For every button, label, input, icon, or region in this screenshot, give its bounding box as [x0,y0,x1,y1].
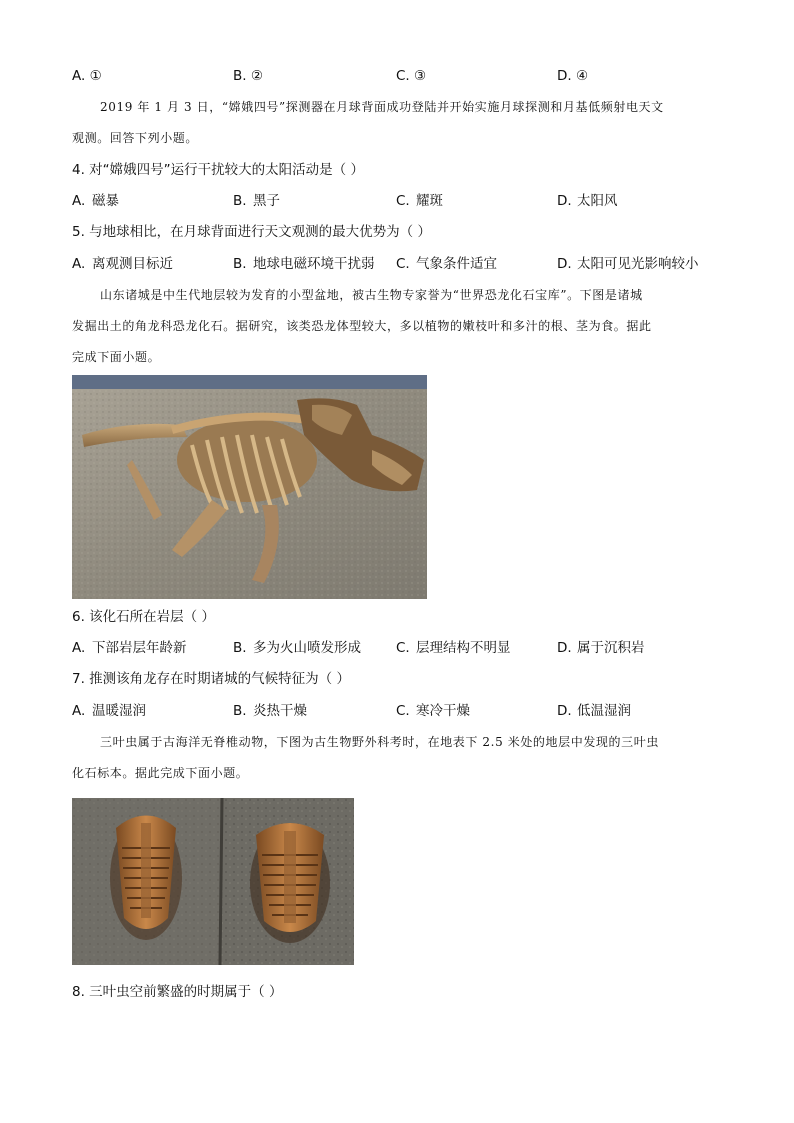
passage2-line3: 完成下面小题。 [72,350,161,364]
q8-stem: 8. 三叶虫空前繁盛的时期属于（ ） [72,984,283,1000]
passage3-line1: 三叶虫属于古海洋无脊椎动物，下图为古生物野外科考时，在地表下 2.5 米处的地层中发现的三叶虫 [100,735,659,749]
q4-option-d-text: 太阳风 [577,193,618,209]
dinosaur-fossil-photo [72,375,427,599]
trilobite-fossil-photo [72,798,354,965]
passage2-line1: 山东诸城是中生代地层较为发育的小型盆地，被古生物专家誉为“世界恐龙化石宝库”。下图是诸城 [100,288,643,302]
q5-option-d-text: 太阳可见光影响较小 [577,256,699,272]
q4-option-b-text: 黑子 [253,193,280,209]
q6-option-b [233,638,361,658]
q5-option-b-text: 地球电磁环境干扰弱 [253,256,375,272]
q7-option-b-key: B. [233,703,247,719]
q5-option-c-text: 气象条件适宜 [416,256,497,272]
q5-option-a-key: A. [72,256,86,272]
q6-option-d [557,638,645,658]
q5-option-b-key: B. [233,256,247,272]
q5-option-a [72,254,173,274]
q6-option-d-text: 属于沉积岩 [577,640,645,656]
q4-option-d-key: D. [557,193,572,209]
q6-option-c-key: C. [396,640,410,656]
q7-option-a-text: 温暖湿润 [92,703,146,719]
q7-option-d [557,701,631,721]
q4-option-a-text: 磁暴 [92,193,119,209]
q6-option-b-key: B. [233,640,247,656]
q7-option-d-text: 低温湿润 [577,703,631,719]
q4-option-c-key: C. [396,193,410,209]
passage3-line2: 化石标本。据此完成下面小题。 [72,766,249,780]
q5-option-b [233,254,375,274]
q6-option-d-key: D. [557,640,572,656]
q6-option-c-text: 层理结构不明显 [416,640,511,656]
q6-stem: 6. 该化石所在岩层（ ） [72,609,215,625]
q4-stem: 4. 对“嫦娥四号”运行干扰较大的太阳活动是（ ） [72,162,364,178]
q7-option-c-key: C. [396,703,410,719]
q7-option-a-key: A. [72,703,86,719]
q4-option-d [557,191,618,211]
passage2-line2: 发掘出土的角龙科恐龙化石。据研究，该类恐龙体型较大，多以植物的嫩枝叶和多汁的根、茎为食。据此 [72,319,652,333]
q4-option-c [396,191,443,211]
q3-option-c: C. ③ [396,68,427,84]
q7-option-c-text: 寒冷干燥 [416,703,470,719]
q4-option-c-text: 耀斑 [416,193,443,209]
q5-option-d [557,254,699,274]
q4-option-b-key: B. [233,193,247,209]
q6-option-b-text: 多为火山喷发形成 [253,640,361,656]
q6-option-a [72,638,187,658]
q4-option-a [72,191,119,211]
passage1-line2: 观测。回答下列小题。 [72,131,199,145]
passage1-line1: 2019 年 1 月 3 日，“嫦娥四号”探测器在月球背面成功登陆并开始实施月球探测和月基低频射电天文 [100,100,664,114]
q5-stem: 5. 与地球相比，在月球背面进行天文观测的最大优势为（ ） [72,224,431,240]
q6-option-a-key: A. [72,640,86,656]
q6-option-c [396,638,511,658]
q7-stem: 7. 推测该角龙存在时期诸城的气候特征为（ ） [72,671,350,687]
q6-option-a-text: 下部岩层年龄新 [92,640,187,656]
q3-option-a: A. ① [72,68,102,84]
q3-option-d: D. ④ [557,68,589,84]
q5-option-c [396,254,497,274]
q7-option-d-key: D. [557,703,572,719]
q7-option-c [396,701,470,721]
q4-option-b [233,191,280,211]
q5-option-d-key: D. [557,256,572,272]
q7-option-b [233,701,307,721]
q5-option-a-text: 离观测目标近 [92,256,173,272]
q7-option-b-text: 炎热干燥 [253,703,307,719]
q3-option-b: B. ② [233,68,263,84]
q7-option-a [72,701,146,721]
q5-option-c-key: C. [396,256,410,272]
q4-option-a-key: A. [72,193,86,209]
